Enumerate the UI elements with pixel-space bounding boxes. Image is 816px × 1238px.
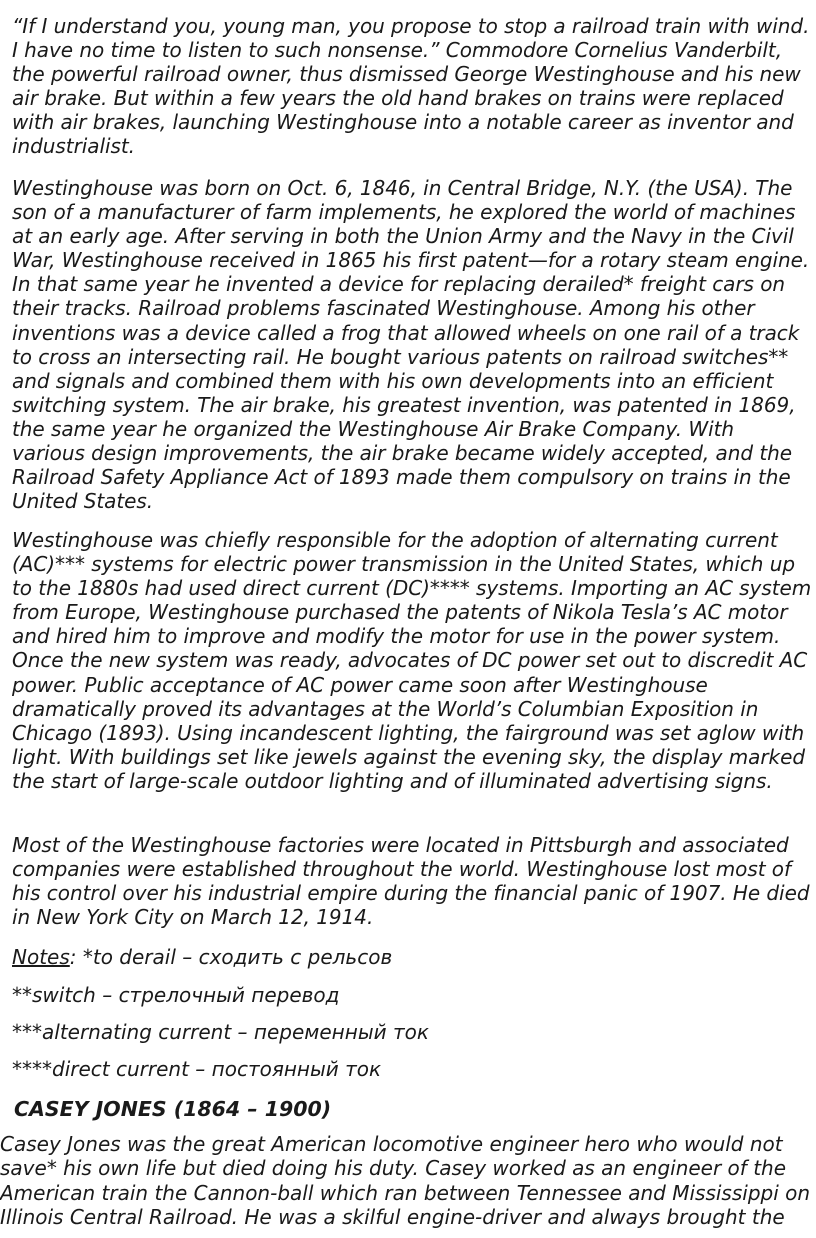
- note-direct-current: ****direct current – постоянный ток: [12, 1057, 382, 1081]
- paragraph-later-life: Most of the Westinghouse factories were located in Pittsburgh and associated companies were established throughout the world. Westinghouse lost most of his control over his industrial empire during the financial panic of 1907. He died in New York City on March 12, 1914.: [12, 833, 810, 930]
- note-derail-text: : *to derail – сходить с рельсов: [69, 945, 393, 969]
- section-heading: CASEY JONES (1864 – 1900): [14, 1097, 332, 1121]
- paragraph-intro: “If I understand you, young man, you propose to stop a railroad train with wind. I have no time to listen to such nonsense.” Commodore Cornelius Vanderbilt, the powerful railroad owner, thus dismissed George Westinghouse and his new air brake. But within a few years the old hand brakes on trains were replaced with air brakes, launching Westinghouse into a notable career as inventor and industrialist.: [12, 14, 810, 159]
- notes-label: Notes: [12, 945, 70, 969]
- note-derail: [12, 945, 392, 969]
- paragraph-alternating-current: Westinghouse was chiefly responsible for the adoption of alternating current (AC)*** systems for electric power transmission in the United States, which up to the 1880s had used direct current (DC)**** systems. Importing an AC system from Europe, Westinghouse purchased the patents of Nikola Tesla’s AC motor and hired him to improve and modify the motor for use in the power system. Once the new system was ready, advocates of DC power set out to discredit AC power. Public acceptance of AC power came soon after Westinghouse dramatically proved its advantages at the World’s Columbian Exposition in Chicago (1893). Using incandescent lighting, the fairground was set aglow with light. With buildings set like jewels against the evening sky, the display marked the start of large-scale outdoor lighting and of illuminated advertising signs.: [12, 528, 812, 793]
- paragraph-casey-jones: Casey Jones was the great American locomotive engineer hero who would not save* his own life but died doing his duty. Casey worked as an engineer of the American train the Cannon-ball which ran between Tennessee and Mississippi on Illinois Central Railroad. He was a skilful engine-driver and always brought the: [0, 1132, 811, 1230]
- paragraph-biography: Westinghouse was born on Oct. 6, 1846, in Central Bridge, N.Y. (the USA). The son of a manufacturer of farm implements, he explored the world of machines at an early age. After serving in both the Union Army and the Navy in the Civil War, Westinghouse received in 1865 his first patent—for a rotary steam engine. In that same year he invented a device for replacing derailed* freight cars on their tracks. Railroad problems fascinated Westinghouse. Among his other inventions was a device called a frog that allowed wheels on one rail of a track to cross an intersecting rail. He bought various patents on railroad switches** and signals and combined them with his own developments into an efficient switching system. The air brake, his greatest invention, was patented in 1869, the same year he organized the Westinghouse Air Brake Company. With various design improvements, the air brake became widely accepted, and the Railroad Safety Appliance Act of 1893 made them compulsory on trains in the United States.: [12, 176, 810, 514]
- note-switch: **switch – стрелочный перевод: [12, 983, 340, 1007]
- note-alternating-current: ***alternating current – переменный ток: [12, 1020, 429, 1044]
